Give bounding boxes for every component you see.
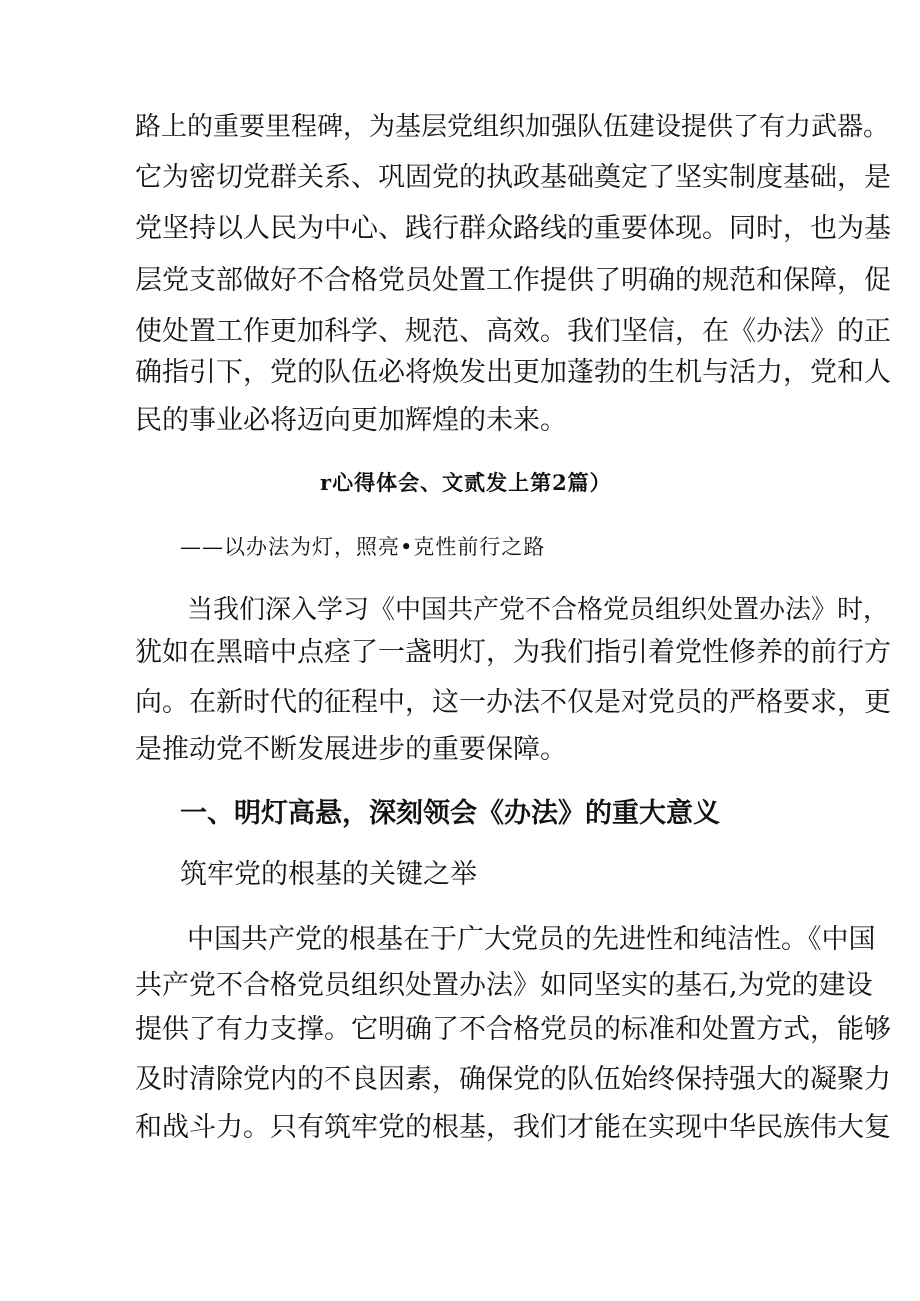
paragraph-1-line-1: 路上的重要里程碑，为基层党组织加强队伍建设提供了有力武器。 (135, 112, 890, 142)
paragraph-2-line-2: 犹如在黑暗中点痉了一盏明灯，为我们指引着党性修养的前行方 (135, 637, 891, 668)
paragraph-2-line-4: 是推动党不断发展进步的重要保障。 (135, 734, 567, 765)
paragraph-2-line-3: 向。在新时代的征程中，这一办法不仅是对党员的严格要求，更 (135, 687, 891, 718)
paragraph-1-line-7: 民的事业必将迈向更加辉煌的未来。 (135, 405, 567, 436)
paragraph-3-line-5: 和战斗力。只有筑牢党的根基，我们才能在实现中华民族伟大复 (135, 1112, 891, 1143)
paragraph-2-line-1: 当我们深入学习《中国共产党不合格党员组织处置办法》时， (187, 595, 890, 625)
paragraph-1-line-2: 它为密切党群关系、巩固党的执政基础奠定了坚实制度基础，是 (135, 162, 891, 193)
paragraph-1-line-6: 确指引下，党的队伍必将焕发出更加蓬勃的生机与活力，党和人 (135, 357, 891, 388)
paragraph-1-line-4: 层党支部做好不合格党员处置工作提供了明确的规范和保障，促 (135, 265, 891, 296)
paragraph-1-line-5: 使处置工作更加科学、规范、高效。我们坚信，在《办法》的正 (135, 316, 891, 347)
article-subtitle: ——以办法为灯，照亮•克性前行之路 (180, 535, 546, 559)
section-1-heading: 一、明灯高悬，深刻领会《办法》的重大意义 (180, 798, 720, 829)
paragraph-1-line-3: 党坚持以人民为中心、践行群众路线的重要体现。同时，也为基 (135, 213, 891, 244)
paragraph-3-line-1: 中国共产党的根基在于广大党员的先进性和纯洁性。《中国 (187, 924, 876, 955)
article-title: r心得体会、文贰发上第2篇） (320, 470, 612, 495)
paragraph-3-line-3: 提供了有力支撑。它明确了不合格党员的标准和处置方式，能够 (135, 1014, 891, 1045)
subsection-heading: 筑牢党的根基的关键之举 (180, 859, 477, 890)
paragraph-3-line-2: 共产党不合格党员组织处置办法》如同坚实的基石,为党的建设 (135, 970, 873, 1001)
paragraph-3-line-4: 及时清除党内的不良因素，确保党的队伍始终保持强大的凝聚力 (135, 1064, 891, 1095)
